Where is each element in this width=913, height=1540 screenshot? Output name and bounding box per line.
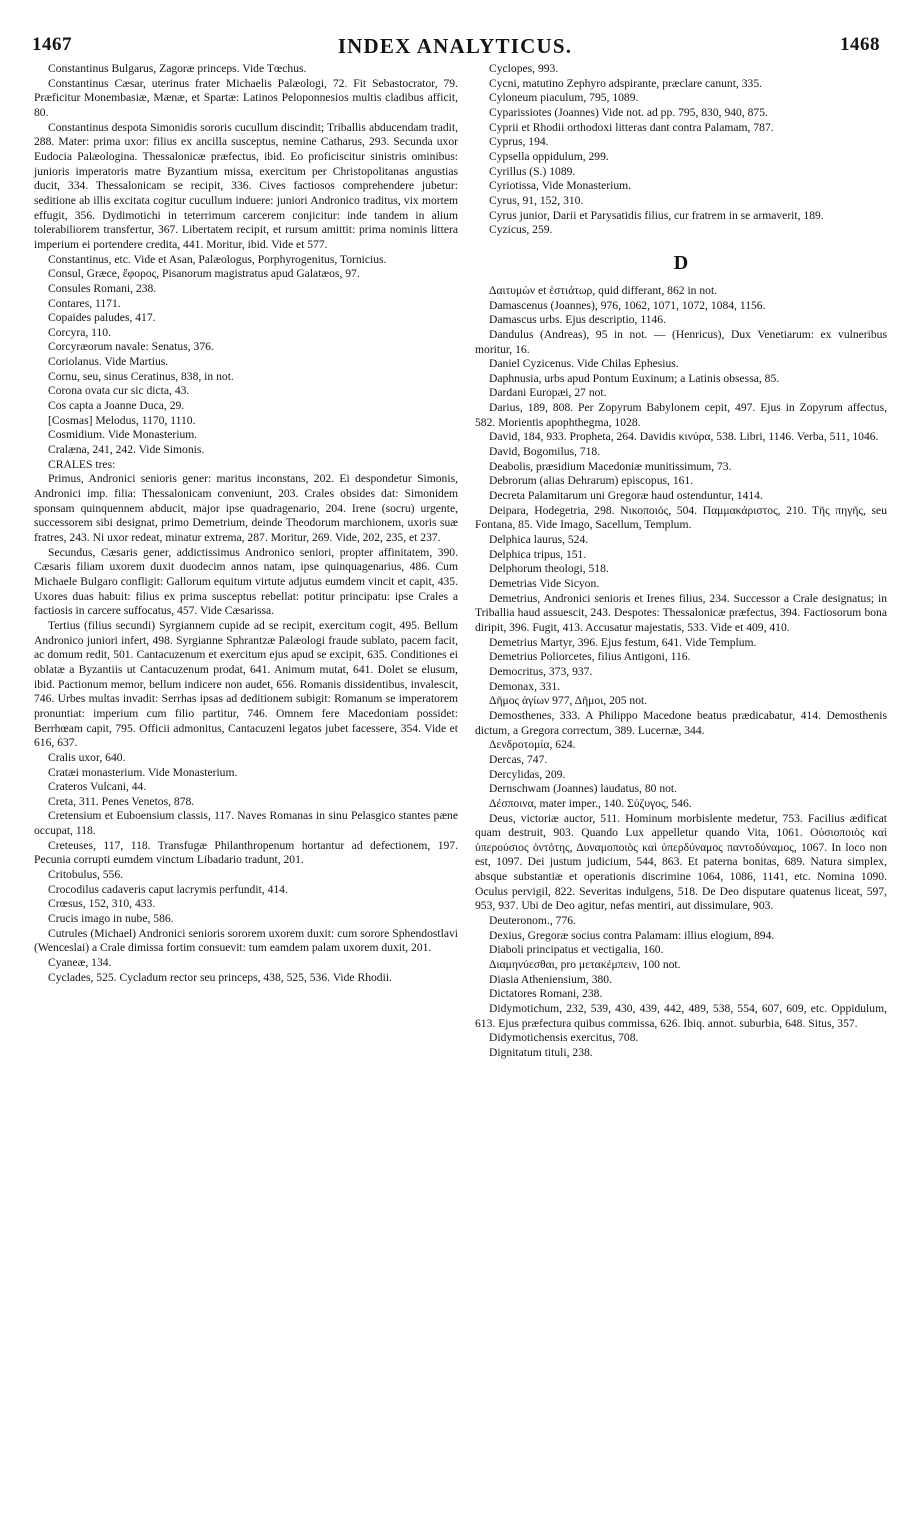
page-number-right: 1468 bbox=[840, 34, 880, 55]
index-entry: Demetrius, Andronici senioris et Irenes filius, 234. Successor a Crale designatus; in Triballia haud assuescit, 243. Despotes: Thessalonicæ præfectus, 394. Factiosorum bona diripit, 396. Fugit, 413. Accusatur majestatis, 533. Vide et 409, 410. bbox=[475, 591, 887, 634]
index-entry: Coriolanus. Vide Martius. bbox=[48, 355, 169, 369]
index-entry: Cyriotissa, Vide Monasterium. bbox=[489, 179, 632, 193]
index-entry: Demetrius Poliorcetes, filius Antigoni, 116. bbox=[489, 650, 691, 664]
index-entry: Crateros Vulcani, 44. bbox=[48, 780, 147, 794]
page-number-left: 1467 bbox=[32, 34, 72, 55]
index-entry: Creteuses, 117, 118. Transfugæ Philanthropenum hortantur ad defectionem, 197. Pecunia corrupti eumdem vinctum Libadario tradunt, 201. bbox=[34, 838, 458, 867]
index-entry: Cornu, seu, sinus Ceratinus, 838, in not. bbox=[48, 369, 234, 383]
index-entry: Cyrus, 91, 152, 310. bbox=[489, 193, 584, 207]
index-entry: Cyclopes, 993. bbox=[489, 62, 559, 75]
section-letter: D bbox=[673, 251, 689, 274]
right-entries-d bbox=[475, 284, 887, 1061]
index-entry: Cralis uxor, 640. bbox=[48, 750, 126, 764]
index-entry: Διαμηνύεσθαι, pro μετακέμπειν, 100 not. bbox=[489, 958, 681, 972]
index-entry: Debrorum (alias Dehrarum) episcopus, 161. bbox=[489, 474, 694, 488]
index-entry: Secundus, Cæsaris gener, addictissimus Andronico seniori, propter affinitatem, 390. Cæsaris filiam uxorem duxit duodecim annos natam, ipse quinquagenarius, 486. Cum Michaele Bulgaro confligit: Gallorum equitum virtute adjutus eumdem vincit et capit, 435. Uxores duas habuit: filius ex prima susceptus rebellat: potitur principatu: ipse Crales a factiosis in carcere suffocatus, 457. Vide Cæsarissa. bbox=[34, 545, 458, 618]
index-entry: Dercylidas, 209. bbox=[489, 767, 566, 781]
index-entry: Demetrius Martyr, 396. Ejus festum, 641. Vide Templum. bbox=[489, 635, 757, 649]
index-entry: Didymotichensis exercitus, 708. bbox=[489, 1031, 639, 1045]
index-entry: Δῆμος ἀγίων 977, Δῆμοι, 205 not. bbox=[489, 694, 648, 708]
index-entry: Decreta Palamitarum uni Gregoræ haud ostenduntur, 1414. bbox=[489, 489, 763, 503]
index-entry: Dandulus (Andreas), 95 in not. — (Henricus), Dux Venetiarum: ex vulneribus moritur, 16. bbox=[475, 327, 887, 356]
index-entry: Delphica tripus, 151. bbox=[489, 547, 587, 561]
index-entry: Crucis imago in nube, 586. bbox=[48, 912, 174, 926]
index-entry: Cretensium et Euboensium classis, 117. Naves Romanas in sinu Pelasgico stantes pæne occupat, 118. bbox=[34, 809, 458, 838]
index-entry: CRALES tres: bbox=[48, 457, 116, 471]
index-entry: Tertius (filius secundi) Syrgiannem cupide ad se recipit, exercitum cogit, 495. Bellum Andronico juniori infert, 498. Syrgianne Sphrantzæ Palæologi fraude sublato, pacem facit, ac domum redit, 501. Cantacuzenum et exercitum ejus apud se excipit, 635. Conditiones ei oblatæ a Byzantiis ut Cantacuzenum prodat, 641. Animum mutat, 641. Dolet se elusum, ibid. Pactionum memor, bellum indicere non audet, 656. Romanis dissidentibus, invalescit, 746. Urbes multas invadit: Serrhas ipsas ad deditionem subigit: Romanum se imperatorem pronuntiat: imperium cum filio partitur, 746. Omnem fere Macedoniam possidet: Berrhœam capit, 795. Officii admonitus, Cantacuzeni legatos jubet facessere, 354. Vide et 616, 637. bbox=[34, 618, 458, 750]
index-entry: Diaboli principatus et vectigalia, 160. bbox=[489, 943, 664, 957]
index-entry: Corcyra, 110. bbox=[48, 325, 111, 339]
index-entry: [Cosmas] Melodus, 1170, 1110. bbox=[48, 413, 196, 427]
index-entry: Cyclades, 525. Cycladum rector seu princeps, 438, 525, 536. Vide Rhodii. bbox=[48, 970, 392, 984]
index-entry: Constantinus, etc. Vide et Asan, Palæologus, Porphyrogenitus, Tornicius. bbox=[48, 252, 387, 266]
index-entry: Consules Romani, 238. bbox=[48, 281, 157, 295]
index-entry: Cyprii et Rhodii orthodoxi litteras dant contra Palamam, 787. bbox=[489, 120, 774, 134]
index-entry: Deabolis, præsidium Macedoniæ munitissimum, 73. bbox=[489, 459, 732, 473]
index-entry: Critobulus, 556. bbox=[48, 868, 124, 882]
index-entry: Contares, 1171. bbox=[48, 296, 121, 310]
index-entry: Diasia Atheniensium, 380. bbox=[489, 972, 613, 986]
index-entry: Cycni, matutino Zephyro adspirante, præclare canunt, 335. bbox=[489, 76, 763, 90]
index-entry: Cypsella oppidulum, 299. bbox=[489, 149, 609, 163]
running-title: INDEX ANALYTICUS. bbox=[337, 34, 573, 58]
index-entry: Constantinus Bulgarus, Zagoræ princeps. Vide Tœchus. bbox=[48, 62, 307, 75]
right-column bbox=[475, 62, 887, 1061]
index-entry: Dictatores Romani, 238. bbox=[489, 987, 603, 1001]
index-entry: Deus, victoriæ auctor, 511. Hominum morbislente medetur, 753. Facilius ædificat quam destruit, 903. Quando Lux appelletur quando Vita, 1061. Οὐσιοποιὸς καὶ ὑπερούσιος ὀντότης, Δυναμοποιὸς καὶ ὑπερδύναμος παντοδύναμος, 1067. In loco non est, 1097. Dei justum judicium, 544, 863. Et paterna bonitas, 689. Natura simplex, absque substantiæ et operationis discrimine 1064, 1086, 1141, etc. Nomina 1090. Oculus pervigil, 822. Severitas indulgens, 518. De Deo disputare quatenus liceat, 597, 953, 937. Ubi de Deo agitur, nefas mentiri, aut dissimulare, 903. bbox=[475, 811, 887, 913]
index-entry: Demosthenes, 333. A Philippo Macedone beatus prædicabatur, 414. Demosthenis dictum, a Gregora correctum, 389. Lucernæ, 344. bbox=[475, 708, 887, 737]
index-entry: Corcyræorum navale: Senatus, 376. bbox=[48, 340, 214, 354]
index-entry: Deuteronom., 776. bbox=[489, 914, 576, 928]
index-entry: Deipara, Hodegetria, 298. Νικοποιός, 504. Παμμακάριστος, 210. Τῆς πηγῆς, seu Fontana, 85. Vide Imago, Sacellum, Templum. bbox=[475, 503, 887, 532]
index-entry: Dernschwam (Joannes) laudatus, 80 not. bbox=[489, 782, 678, 796]
index-entry: Δέσποινα, mater imper., 140. Σύζυγος, 546. bbox=[489, 796, 692, 810]
index-entry: Corona ovata cur sic dicta, 43. bbox=[48, 384, 190, 398]
index-entry: Cyrillus (S.) 1089. bbox=[489, 164, 576, 178]
index-entry: Cyloneum piaculum, 795, 1089. bbox=[489, 91, 639, 105]
index-entry: Cyrus junior, Darii et Parysatidis filius, cur fratrem in se armaverit, 189. bbox=[489, 208, 824, 222]
index-entry: Daniel Cyzicenus. Vide Chilas Ephesius. bbox=[489, 357, 679, 371]
index-entry: Dercas, 747. bbox=[489, 752, 548, 766]
index-entry: Constantinus Cæsar, uterinus frater Michaelis Palæologi, 72. Fit Sebastocrator, 79. Præficitur Monembasiæ, Mænæ, et Spartæ: Latinos Peloponnesios multis cladibus afficit, 80. bbox=[34, 76, 458, 119]
left-column bbox=[34, 62, 458, 985]
index-entry: Consul, Græce, ἔφορος, Pisanorum magistratus apud Galatæos, 97. bbox=[48, 267, 360, 281]
index-entry: Crocodilus cadaveris caput lacrymis perfundit, 414. bbox=[48, 882, 288, 896]
index-entry: Cratæi monasterium. Vide Monasterium. bbox=[48, 765, 238, 779]
index-entry: Cyparissiotes (Joannes) Vide not. ad pp. 795, 830, 940, 875. bbox=[489, 105, 768, 119]
page-header bbox=[30, 34, 880, 58]
index-entry: Cos capta a Joanne Duca, 29. bbox=[48, 399, 185, 413]
index-entry: Dexius, Gregoræ socius contra Palamam: illius elogium, 894. bbox=[489, 928, 775, 942]
index-entry: Dignitatum tituli, 238. bbox=[489, 1046, 593, 1059]
index-entry: Constantinus despota Simonidis sororis cucullum discindit; Triballis abducendam tradit, 288. Mater: prima uxor: filius ex ancilla susceptus, nemine Catharus, 293. Secunda uxor Eudocia Palæologina. Thessalonicæ præfectus, ibid. Eo proficiscitur sinistris ominibus: junioris imperatoris matre Byzantium missa, exercitum per Christopolitanas angustias ducit, 334. Thessalonicam se recipit, 336. Cives factiosos comprehendere jubetur: seditione ab illis excitata cogitur cucullum induere: juniori Andronico traditus, vix mortem effugit, 356. Dydimotichi in teterrimum carcerem conjicitur: inde tandem in alium tolerabiliorem transfertur, 367. Libertatem recipit, et rursum amittit: prima nominis littera imperium ei portendere credita, 441. Moritur, ibid. Vide et 577. bbox=[34, 120, 458, 251]
index-entry: Cyaneæ, 134. bbox=[48, 956, 112, 970]
index-entry: Crœsus, 152, 310, 433. bbox=[48, 897, 156, 911]
index-entry: Delphorum theologi, 518. bbox=[489, 562, 609, 576]
index-entry: Daphnusia, urbs apud Pontum Euxinum; a Latinis obsessa, 85. bbox=[489, 371, 780, 385]
index-entry: Cutrules (Michael) Andronici senioris sororem uxorem duxit: cum sorore Sphendostlavi (Wenceslai) a Crale dimissa fortim consuevit: tum eamdem palam uxorem duxit, 201. bbox=[34, 926, 458, 955]
index-entry: Demonax, 331. bbox=[489, 679, 561, 693]
index-entry: Democritus, 373, 937. bbox=[489, 664, 593, 678]
index-entry: Cosmidium. Vide Monasterium. bbox=[48, 428, 198, 442]
index-entry: Dardani Europæi, 27 not. bbox=[489, 386, 607, 400]
index-entry: Δενδροτομία, 624. bbox=[489, 738, 576, 752]
index-entry: Didymotichum, 232, 539, 430, 439, 442, 489, 538, 554, 607, 609, etc. Oppidulum, 613. Ejus præfectura quibus commissa, 626. Ibiq. annot. suburbia, 648. Situs, 357. bbox=[475, 1002, 887, 1030]
index-entry: Darius, 189, 808. Per Zopyrum Babylonem cepit, 497. Ejus in Zopyrum affectus, 582. Morientis apophthegma, 1028. bbox=[475, 401, 887, 429]
index-entry: Primus, Andronici senioris gener: maritus inconstans, 202. Ei despondetur Simonis, Andronici imp. filia: Thessalonicam conveniunt, 203. Crales obsides dat: Simonidem sponsam quinquennem abducit, major ipse quadragenario, 204. Irene (socru) urgente, successorem sibi designat, primo Demetrium, deinde Theodorum marchionem, uxoris suæ fratres, 243. Ni uxor redeat, minatur extrema, 287. Moritur, 269. Vide, 202, 235, et 237. bbox=[34, 472, 458, 544]
index-entry: Copaides paludes, 417. bbox=[48, 311, 156, 325]
index-entry: Demetrias Vide Sicyon. bbox=[489, 577, 600, 590]
index-entry: Delphica laurus, 524. bbox=[489, 533, 589, 547]
index-entry: Creta, 311. Penes Venetos, 878. bbox=[48, 794, 195, 808]
index-entry: Damascus urbs. Ejus descriptio, 1146. bbox=[489, 313, 666, 327]
index-entry: Cralæna, 241, 242. Vide Simonis. bbox=[48, 443, 205, 457]
right-entries-c bbox=[475, 62, 887, 238]
index-entry: Cyzicus, 259. bbox=[489, 223, 553, 237]
index-entry: Δαιτυμὼν et ἑστιάτωρ, quid differant, 862 in not. bbox=[489, 283, 718, 297]
index-entry: Damascenus (Joannes), 976, 1062, 1071, 1072, 1084, 1156. bbox=[489, 298, 766, 312]
index-entry: David, 184, 933. Propheta, 264. Davidis κινύρα, 538. Libri, 1146. Verba, 511, 1046. bbox=[489, 430, 879, 444]
index-entry: Cyprus, 194. bbox=[489, 135, 549, 149]
index-entry: David, Bogomilus, 718. bbox=[489, 445, 601, 459]
